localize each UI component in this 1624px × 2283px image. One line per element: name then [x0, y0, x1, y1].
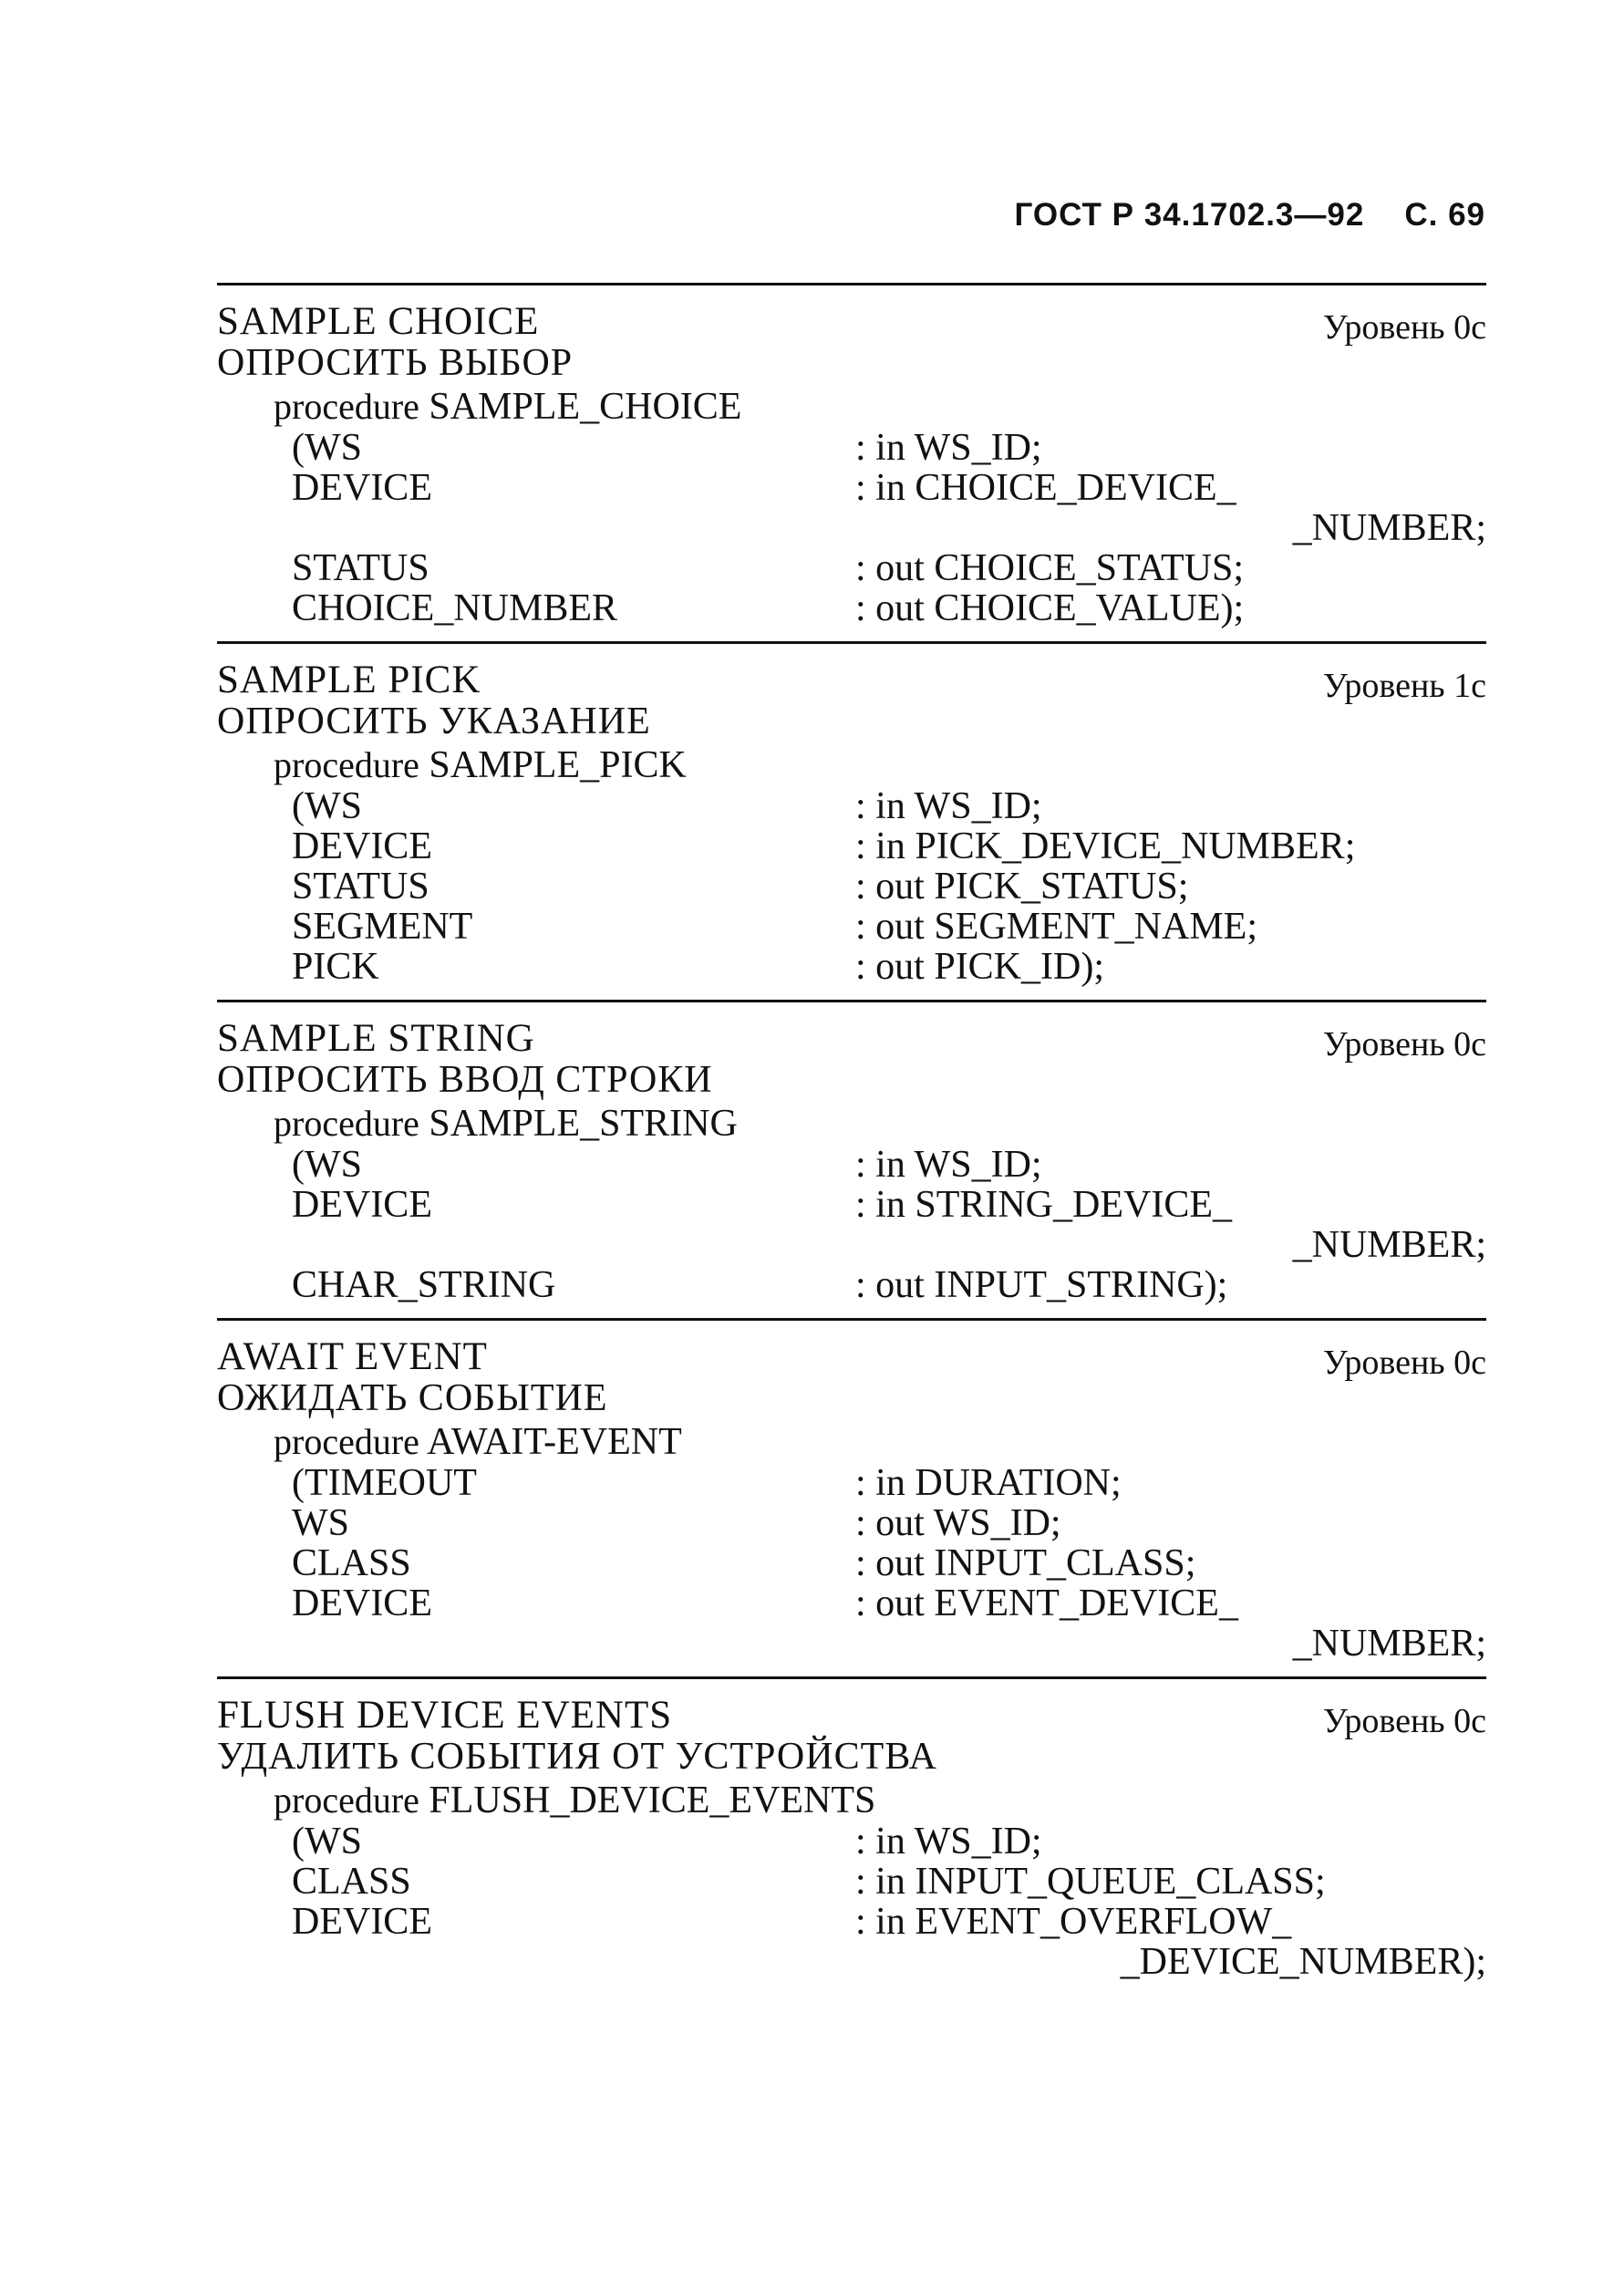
procedure-line	[217, 1421, 1486, 1463]
section-title: SAMPLE PICK	[217, 659, 481, 701]
parameter-list	[217, 428, 1486, 628]
param-name: CHAR_STRING	[292, 1264, 556, 1306]
param-name: (WS	[292, 785, 362, 827]
param-type: : out CHOICE_VALUE);	[855, 587, 1245, 629]
param-type: : out CHOICE_STATUS;	[855, 547, 1245, 589]
param-row	[217, 826, 1486, 867]
section-title-ru: ОПРОСИТЬ ВВОД СТРОКИ	[217, 1059, 713, 1101]
param-type: : in INPUT_QUEUE_CLASS;	[855, 1861, 1326, 1903]
param-row	[217, 1463, 1486, 1503]
parameter-list	[217, 1145, 1486, 1305]
param-type: : in WS_ID;	[855, 427, 1042, 469]
param-type: : in WS_ID;	[855, 785, 1042, 827]
section-heading	[217, 1694, 1486, 1740]
document-body	[217, 283, 1486, 1995]
procedure-line	[217, 1103, 1486, 1145]
section-heading	[217, 300, 1486, 347]
param-name: CHOICE_NUMBER	[292, 587, 618, 629]
procedure-keyword: procedure	[274, 1421, 419, 1462]
param-name: (WS	[292, 1821, 362, 1863]
param-row	[217, 947, 1486, 987]
param-type-continuation: _NUMBER;	[1292, 507, 1486, 549]
procedure-line	[217, 744, 1486, 786]
param-row	[217, 1821, 1486, 1862]
param-row	[217, 786, 1486, 826]
procedure-name: FLUSH_DEVICE_EVENTS	[429, 1780, 876, 1821]
param-type: : in DURATION;	[855, 1462, 1122, 1504]
param-type: : out SEGMENT_NAME;	[855, 906, 1257, 948]
param-type-continuation: _DEVICE_NUMBER);	[1120, 1941, 1486, 1983]
param-type: : in EVENT_OVERFLOW_	[855, 1901, 1292, 1943]
param-name: STATUS	[292, 547, 429, 589]
section-title: SAMPLE STRING	[217, 1017, 535, 1060]
section-title: FLUSH DEVICE EVENTS	[217, 1694, 673, 1737]
page-header	[1015, 197, 1485, 233]
parameter-list	[217, 786, 1486, 987]
param-row	[217, 548, 1486, 588]
level-label: Уровень 0с	[1322, 1025, 1486, 1064]
param-name: DEVICE	[292, 467, 432, 509]
section-title: AWAIT EVENT	[217, 1335, 488, 1378]
param-type: : in CHOICE_DEVICE_	[855, 467, 1236, 509]
param-name: CLASS	[292, 1861, 411, 1903]
level-label: Уровень 0с	[1322, 308, 1486, 347]
section-flush-device-events	[217, 1679, 1486, 1995]
param-type: : out PICK_ID);	[855, 946, 1104, 988]
level-label: Уровень 0с	[1322, 1702, 1486, 1740]
section-await-event	[217, 1321, 1486, 1676]
procedure-keyword: procedure	[274, 386, 419, 427]
param-row	[217, 1185, 1486, 1225]
param-name: DEVICE	[292, 825, 432, 867]
procedure-line	[217, 386, 1486, 428]
param-type: : in PICK_DEVICE_NUMBER;	[855, 825, 1356, 867]
param-name: WS	[292, 1502, 349, 1544]
param-row	[217, 1862, 1486, 1902]
section-title-ru: УДАЛИТЬ СОБЫТИЯ ОТ УСТРОЙСТВА	[217, 1736, 937, 1778]
param-name: DEVICE	[292, 1583, 432, 1624]
param-name: (WS	[292, 427, 362, 469]
param-type: : out WS_ID;	[855, 1502, 1061, 1544]
procedure-name: AWAIT-EVENT	[427, 1421, 682, 1463]
procedure-line	[217, 1780, 1486, 1821]
param-name: CLASS	[292, 1542, 411, 1584]
param-name: DEVICE	[292, 1901, 432, 1943]
procedure-keyword: procedure	[274, 744, 419, 785]
level-label: Уровень 0с	[1322, 1344, 1486, 1382]
param-name: STATUS	[292, 866, 429, 908]
procedure-keyword: procedure	[274, 1103, 419, 1144]
param-type-continuation: _NUMBER;	[1292, 1224, 1486, 1266]
section-heading	[217, 1017, 1486, 1064]
procedure-name: SAMPLE_PICK	[429, 744, 687, 786]
param-name: PICK	[292, 946, 379, 988]
section-title-ru: ОПРОСИТЬ ВЫБОР	[217, 342, 574, 384]
param-type: : out EVENT_DEVICE_	[855, 1583, 1238, 1624]
section-sample-choice	[217, 285, 1486, 641]
section-title-ru: ОПРОСИТЬ УКАЗАНИЕ	[217, 700, 651, 742]
param-row	[217, 1543, 1486, 1583]
param-row	[217, 867, 1486, 907]
param-type: : out PICK_STATUS;	[855, 866, 1189, 908]
param-type: : in WS_ID;	[855, 1821, 1042, 1863]
param-type: : out INPUT_STRING);	[855, 1264, 1228, 1306]
page-number: С. 69	[1404, 197, 1485, 233]
parameter-list	[217, 1821, 1486, 1982]
param-type: : out INPUT_CLASS;	[855, 1542, 1196, 1584]
section-heading	[217, 1335, 1486, 1382]
param-row	[217, 468, 1486, 508]
standard-number: ГОСТ Р 34.1702.3—92	[1014, 197, 1365, 233]
param-type: : in WS_ID;	[855, 1144, 1042, 1186]
section-title-ru: ОЖИДАТЬ СОБЫТИЕ	[217, 1377, 608, 1419]
procedure-name: SAMPLE_STRING	[429, 1103, 738, 1145]
param-type: : in STRING_DEVICE_	[855, 1184, 1232, 1226]
procedure-name: SAMPLE_CHOICE	[429, 386, 742, 428]
param-row	[217, 1503, 1486, 1543]
param-row	[217, 1583, 1486, 1624]
param-name: SEGMENT	[292, 906, 473, 948]
param-row	[217, 588, 1486, 628]
param-row	[217, 1145, 1486, 1185]
procedure-keyword: procedure	[274, 1780, 419, 1821]
param-row	[217, 428, 1486, 468]
param-name: DEVICE	[292, 1184, 432, 1226]
level-label: Уровень 1с	[1322, 667, 1486, 705]
section-sample-pick	[217, 644, 1486, 1000]
section-title: SAMPLE CHOICE	[217, 300, 540, 343]
param-row	[217, 907, 1486, 947]
param-row	[217, 1902, 1486, 1942]
section-sample-string	[217, 1002, 1486, 1318]
param-name: (WS	[292, 1144, 362, 1186]
section-heading	[217, 659, 1486, 705]
param-name: (TIMEOUT	[292, 1462, 477, 1504]
param-type-continuation: _NUMBER;	[1292, 1623, 1486, 1665]
parameter-list	[217, 1463, 1486, 1664]
param-row	[217, 1265, 1486, 1305]
